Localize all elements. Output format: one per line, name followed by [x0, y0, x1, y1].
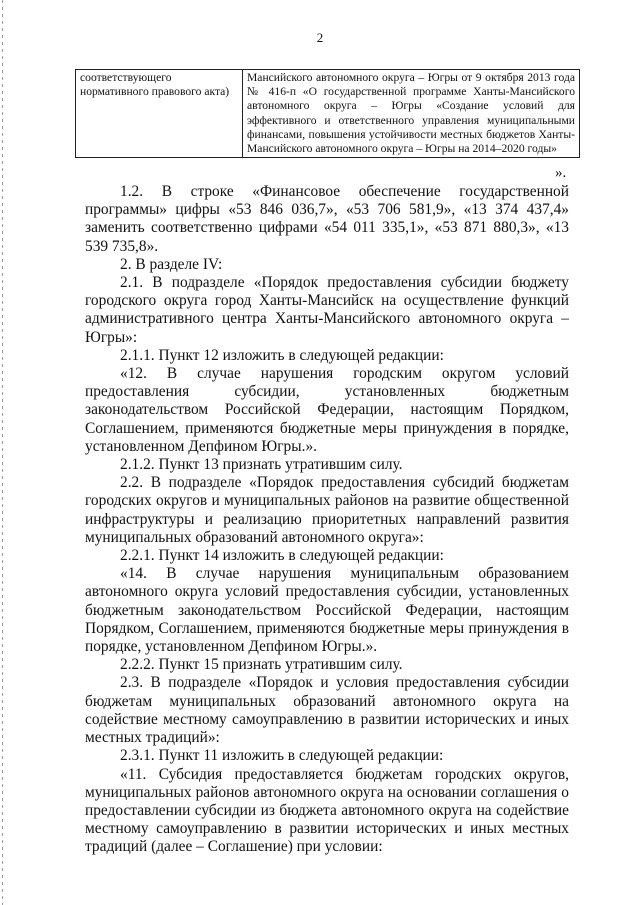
paragraph-item-11: «11. Субсидия предоставляется бюджетам городских округов, муниципальных районов автономного округа на основании соглашения о предоставлении субсидии из бюджета автономного округа на содействие местному самоуправлению в развитии исторических и иных местных традиций (далее – Соглашение) при условии: — [85, 765, 569, 856]
paragraph-2-2-2: 2.2.2. Пункт 15 признать утратившим силу. — [120, 656, 403, 674]
table-row — [76, 70, 580, 158]
document-body — [85, 183, 569, 857]
paragraph-item-14: «14. В случае нарушения муниципальным образованием автономного округа условий предоставления субсидии, установленных бюджетным законодательством Российской Федерации, настоящим Порядком, Соглашением, применяются бюджетные меры принуждения в порядке, установленном Депфином Югры.». — [85, 565, 569, 656]
scan-edge-line — [2, 0, 3, 905]
paragraph-2-2: 2.2. В подразделе «Порядок предоставления субсидий бюджетам городских округов и муниципальных районов на развитие общественной инфраструктуры и реализацию приоритетных направлений развития муниципальных образований автономного округа»: — [85, 474, 569, 546]
paragraph-2-3-1: 2.3.1. Пункт 11 изложить в следующей редакции: — [120, 747, 444, 765]
paragraph-2-1-1: 2.1.1. Пункт 12 изложить в следующей редакции: — [120, 346, 444, 364]
paragraph-1-2: 1.2. В строке «Финансовое обеспечение государственной программы» цифры «53 846 036,7», «53 706 581,9», «13 374 437,4» заменить соответственно цифрами «54 011 335,1», «53 871 880,3», «13 539 735,8». — [85, 183, 569, 255]
table-cell-value: Мансийского автономного округа – Югры от 9 октября 2013 года № 416-п «О государственной программе Ханты-Мансийского автономного округа – Югры «Создание условий для эффективного и ответственного управления муниципальными финансами, повышения устойчивости местных бюджетов Ханты-Мансийского автономного округа – Югры на 2014–2020 годы» — [243, 70, 580, 158]
closing-quote: ». — [555, 165, 567, 181]
paragraph-2-3: 2.3. В подразделе «Порядок и условия предоставления субсидии бюджетам муниципальных образований автономного округа на содействие местному самоуправлению в развитии исторических и иных местных традиций»: — [85, 674, 569, 747]
paragraph-item-12: «12. В случае нарушения городским округом условий предоставления субсидии, установленных бюджетным законодательством Российской Федерации, настоящим Порядком, Соглашением, применяются бюджетные меры принуждения в порядке, установленном Депфином Югры.». — [85, 365, 569, 455]
paragraph-2-2-1: 2.2.1. Пункт 14 изложить в следующей редакции: — [120, 547, 444, 565]
program-info-table — [75, 69, 580, 158]
page-number: 2 — [316, 30, 324, 45]
table-cell-label: соответствующего нормативного правового акта) — [76, 70, 243, 158]
paragraph-2-1: 2.1. В подразделе «Порядок предоставления субсидии бюджету городского округа город Ханты-Мансийск на осуществление функций административного центра Ханты-Мансийского автономного округа – Югры»: — [85, 274, 569, 346]
paragraph-2: 2. В разделе IV: — [120, 255, 223, 273]
paragraph-2-1-2: 2.1.2. Пункт 13 признать утратившим силу. — [120, 456, 403, 474]
